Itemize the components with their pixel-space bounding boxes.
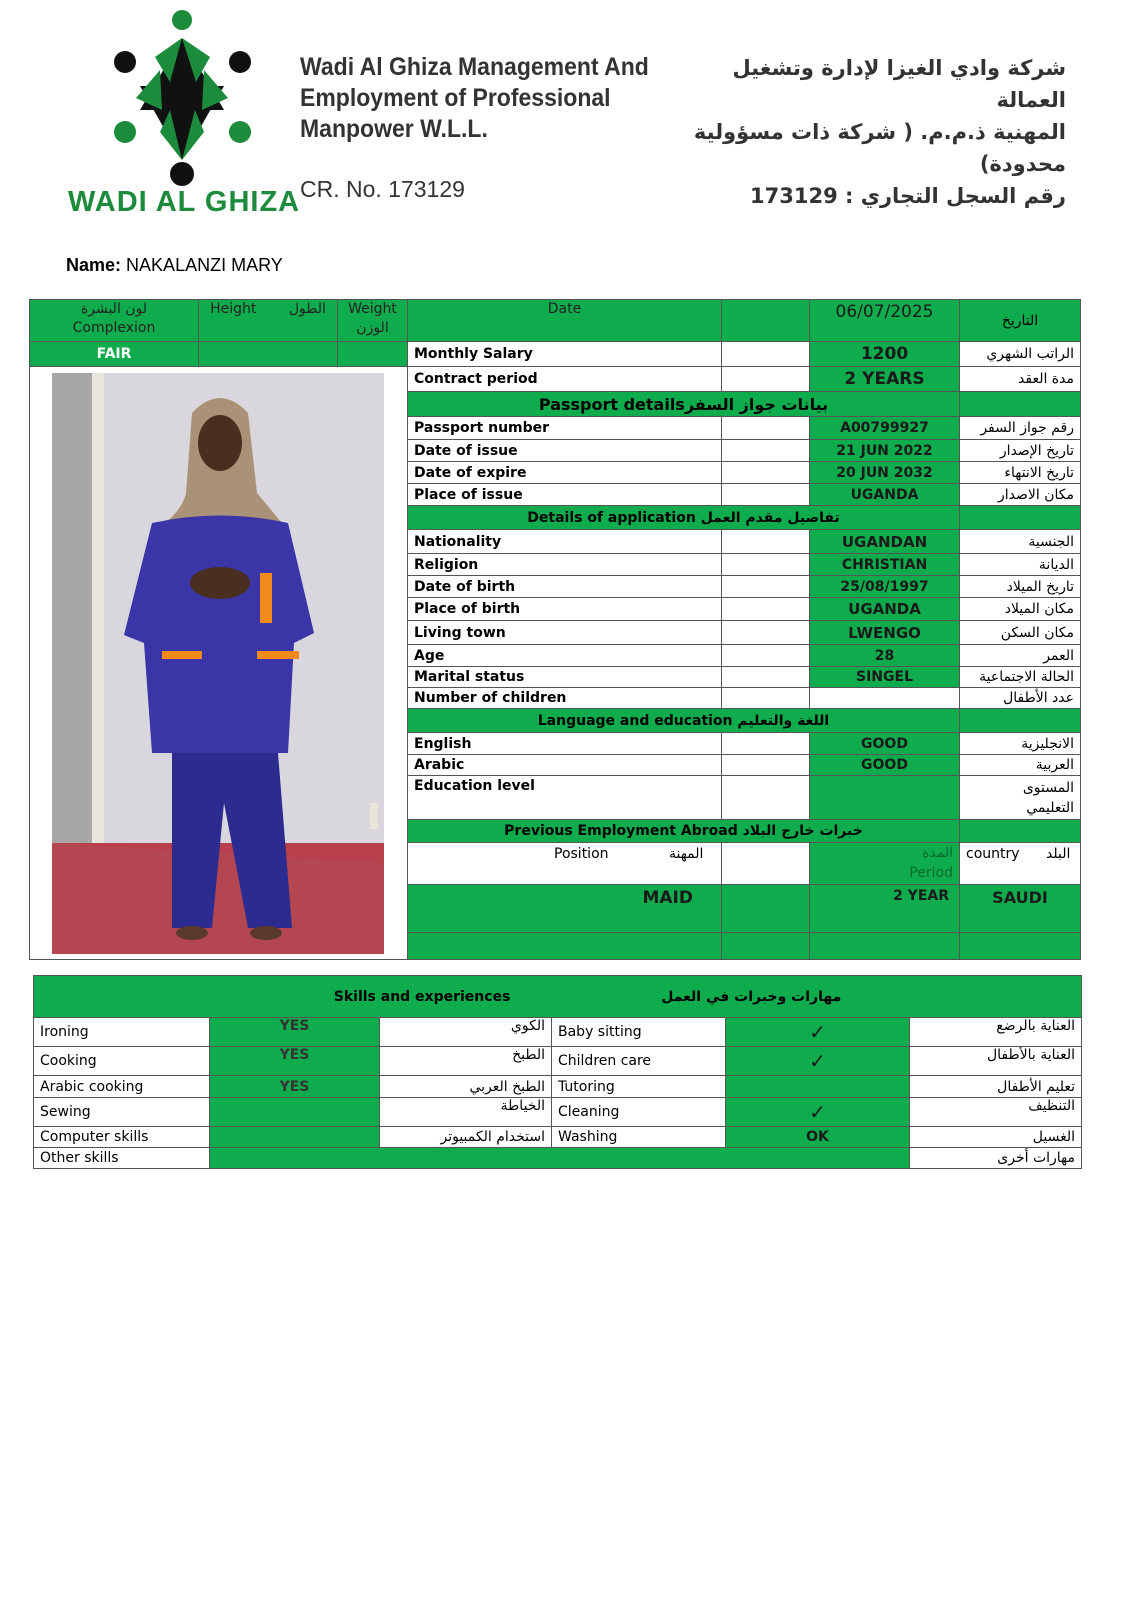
application-section-end bbox=[960, 506, 1081, 530]
issue-place-ar: مكان الاصدار bbox=[960, 484, 1081, 506]
issue-place-value: UGANDA bbox=[810, 484, 960, 506]
passport-number-label: Passport number bbox=[408, 417, 722, 440]
expire-date-ar: تاريخ الانتهاء bbox=[960, 462, 1081, 484]
date-value: 06/07/2025 bbox=[810, 300, 960, 342]
skill-sewing-ar: الخياطة bbox=[380, 1098, 552, 1127]
country-header bbox=[960, 843, 1081, 885]
cr-number-en: CR. No. 173129 bbox=[300, 176, 465, 202]
contract-ar: مدة العقد bbox=[960, 367, 1081, 392]
position-spacer bbox=[722, 843, 810, 885]
birth-place-value: UGANDA bbox=[810, 598, 960, 621]
skill-children-care-ar: العناية بالأطفال bbox=[910, 1047, 1082, 1076]
passport-section-title: Passport detailsبيانات جواز السفر bbox=[408, 392, 960, 417]
religion-label: Religion bbox=[408, 554, 722, 576]
company-name-line-3: Manpower W.L.L. bbox=[300, 115, 488, 143]
logo-wordmark: WADI AL GHIZA bbox=[68, 186, 301, 218]
education-spacer bbox=[722, 776, 810, 820]
skill-cooking-value: YES bbox=[210, 1047, 380, 1076]
company-name-ar bbox=[666, 52, 1066, 180]
cr-number-ar: رقم السجل التجاري : 173129 bbox=[750, 184, 1066, 208]
issue-date-spacer bbox=[722, 440, 810, 462]
marital-label: Marital status bbox=[408, 667, 722, 688]
skill-sewing: Sewing bbox=[34, 1098, 210, 1127]
skill-computer-ar: استخدام الكمبيوتر bbox=[380, 1127, 552, 1148]
skill-baby-sitting: Baby sitting bbox=[552, 1018, 726, 1047]
living-town-label: Living town bbox=[408, 621, 722, 645]
dob-spacer bbox=[722, 576, 810, 598]
country-ar: البلد bbox=[1046, 846, 1071, 862]
skill-cooking: Cooking bbox=[34, 1047, 210, 1076]
english-value: GOOD bbox=[810, 733, 960, 755]
salary-value: 1200 bbox=[810, 342, 960, 367]
weight-ar: الوزن bbox=[356, 320, 389, 336]
height-value bbox=[199, 342, 338, 367]
complexion-ar: لون البشرة bbox=[80, 301, 148, 317]
religion-ar: الديانة bbox=[960, 554, 1081, 576]
living-town-value: LWENGO bbox=[810, 621, 960, 645]
skill-washing-value: OK bbox=[726, 1127, 910, 1148]
contract-value: 2 YEARS bbox=[810, 367, 960, 392]
employment-empty-3 bbox=[810, 933, 960, 960]
arabic-ar: العربية bbox=[960, 755, 1081, 776]
skill-sewing-value bbox=[210, 1098, 380, 1127]
birth-place-spacer bbox=[722, 598, 810, 621]
employment-country: SAUDI bbox=[960, 885, 1081, 933]
living-town-ar: مكان السكن bbox=[960, 621, 1081, 645]
children-label: Number of children bbox=[408, 688, 722, 709]
height-header bbox=[199, 300, 338, 342]
skill-arabic-cooking-value: YES bbox=[210, 1076, 380, 1098]
skill-ironing-ar: الكوي bbox=[380, 1018, 552, 1047]
company-name-line-1: Wadi Al Ghiza Management And bbox=[300, 53, 649, 81]
age-spacer bbox=[722, 645, 810, 667]
age-ar: العمر bbox=[960, 645, 1081, 667]
skill-arabic-cooking: Arabic cooking bbox=[34, 1076, 210, 1098]
skills-title-ar: مهارات وخبرات في العمل bbox=[661, 988, 842, 1005]
birth-place-ar: مكان الميلاد bbox=[960, 598, 1081, 621]
application-section-title: Details of application تفاصيل مقدم العمل bbox=[408, 506, 960, 530]
contract-label: Contract period bbox=[408, 367, 722, 392]
language-section-end bbox=[960, 709, 1081, 733]
period-en: Period bbox=[909, 865, 953, 881]
weight-en: Weight bbox=[348, 301, 397, 317]
dob-ar: تاريخ الميلاد bbox=[960, 576, 1081, 598]
skill-baby-sitting-ar: العناية بالرضع bbox=[910, 1018, 1082, 1047]
period-header bbox=[810, 843, 960, 885]
children-ar: عدد الأطفال bbox=[960, 688, 1081, 709]
education-label: Education level bbox=[408, 776, 722, 820]
employment-empty-2 bbox=[722, 933, 810, 960]
religion-value: CHRISTIAN bbox=[810, 554, 960, 576]
nationality-ar: الجنسية bbox=[960, 530, 1081, 554]
living-town-spacer bbox=[722, 621, 810, 645]
date-spacer bbox=[722, 300, 810, 342]
company-name-en bbox=[300, 52, 649, 145]
company-name-line-2: Employment of Professional bbox=[300, 84, 611, 112]
height-en: Height bbox=[210, 301, 257, 317]
skill-children-care: Children care bbox=[552, 1047, 726, 1076]
skill-cleaning-ar: التنظيف bbox=[910, 1098, 1082, 1127]
issue-date-label: Date of issue bbox=[408, 440, 722, 462]
skill-washing-ar: الغسيل bbox=[910, 1127, 1082, 1148]
skill-ironing-value: YES bbox=[210, 1018, 380, 1047]
height-ar: الطول bbox=[288, 301, 326, 317]
passport-number-value: A00799927 bbox=[810, 417, 960, 440]
english-ar: الانجليزية bbox=[960, 733, 1081, 755]
company-logo bbox=[100, 10, 265, 190]
issue-place-spacer bbox=[722, 484, 810, 506]
company-name-ar-line-1: شركة وادي الغيزا لإدارة وتشغيل العمالة bbox=[732, 56, 1066, 112]
complexion-header bbox=[30, 300, 199, 342]
skill-arabic-cooking-ar: الطبخ العربي bbox=[380, 1076, 552, 1098]
skills-table bbox=[33, 975, 1082, 1169]
applicant-photo bbox=[52, 373, 384, 954]
education-ar: المستوى التعليمي bbox=[960, 776, 1081, 820]
employment-position: MAID bbox=[408, 885, 722, 933]
education-value bbox=[810, 776, 960, 820]
arabic-label: Arabic bbox=[408, 755, 722, 776]
dob-label: Date of birth bbox=[408, 576, 722, 598]
skill-tutoring-ar: تعليم الأطفال bbox=[910, 1076, 1082, 1098]
applicant-name bbox=[66, 255, 283, 276]
skill-other-value bbox=[210, 1148, 910, 1169]
skill-cleaning-value: ✓ bbox=[726, 1098, 910, 1127]
expire-date-spacer bbox=[722, 462, 810, 484]
language-section-title: Language and education اللغة والتعليم bbox=[408, 709, 960, 733]
salary-spacer bbox=[722, 342, 810, 367]
issue-place-label: Place of issue bbox=[408, 484, 722, 506]
english-label: English bbox=[408, 733, 722, 755]
skill-computer-value bbox=[210, 1127, 380, 1148]
weight-header bbox=[338, 300, 408, 342]
marital-value: SINGEL bbox=[810, 667, 960, 688]
date-label: Date bbox=[408, 300, 722, 342]
period-ar: المدة bbox=[922, 845, 953, 861]
nationality-value: UGANDAN bbox=[810, 530, 960, 554]
date-ar: التاريخ bbox=[960, 300, 1081, 342]
skills-header bbox=[34, 976, 1082, 1018]
dob-value: 25/08/1997 bbox=[810, 576, 960, 598]
children-spacer bbox=[722, 688, 810, 709]
expire-date-value: 20 JUN 2032 bbox=[810, 462, 960, 484]
skill-cooking-ar: الطبخ bbox=[380, 1047, 552, 1076]
skill-baby-sitting-value: ✓ bbox=[726, 1018, 910, 1047]
complexion-en: Complexion bbox=[72, 320, 156, 336]
english-spacer bbox=[722, 733, 810, 755]
nationality-spacer bbox=[722, 530, 810, 554]
skill-washing: Washing bbox=[552, 1127, 726, 1148]
age-label: Age bbox=[408, 645, 722, 667]
issue-date-value: 21 JUN 2022 bbox=[810, 440, 960, 462]
skill-children-care-value: ✓ bbox=[726, 1047, 910, 1076]
complexion-value: FAIR bbox=[30, 342, 199, 367]
name-value: NAKALANZI MARY bbox=[126, 255, 283, 275]
name-label: Name: bbox=[66, 255, 122, 275]
employment-empty-1 bbox=[408, 933, 722, 960]
skill-tutoring: Tutoring bbox=[552, 1076, 726, 1098]
employment-spacer bbox=[722, 885, 810, 933]
skill-cleaning: Cleaning bbox=[552, 1098, 726, 1127]
birth-place-label: Place of birth bbox=[408, 598, 722, 621]
position-en: Position bbox=[554, 846, 609, 862]
children-value bbox=[810, 688, 960, 709]
company-name-ar-line-2: المهنية ذ.م.م. ( شركة ذات مسؤولية bbox=[693, 120, 1066, 144]
position-header bbox=[408, 843, 722, 885]
passport-number-ar: رقم جواز السفر bbox=[960, 417, 1081, 440]
age-value: 28 bbox=[810, 645, 960, 667]
nationality-label: Nationality bbox=[408, 530, 722, 554]
issue-date-ar: تاريخ الإصدار bbox=[960, 440, 1081, 462]
salary-ar: الراتب الشهري bbox=[960, 342, 1081, 367]
skill-other-ar: مهارات أخرى bbox=[910, 1148, 1082, 1169]
skills-title-en: Skills and experiences bbox=[333, 988, 511, 1005]
arabic-value: GOOD bbox=[810, 755, 960, 776]
skill-computer: Computer skills bbox=[34, 1127, 210, 1148]
marital-ar: الحالة الاجتماعية bbox=[960, 667, 1081, 688]
arabic-spacer bbox=[722, 755, 810, 776]
expire-date-label: Date of expire bbox=[408, 462, 722, 484]
employment-section-end bbox=[960, 820, 1081, 843]
employment-period: 2 YEAR bbox=[810, 885, 960, 933]
salary-label: Monthly Salary bbox=[408, 342, 722, 367]
religion-spacer bbox=[722, 554, 810, 576]
employment-section-title: Previous Employment Abroad خبرات خارج البلاد bbox=[408, 820, 960, 843]
passport-number-spacer bbox=[722, 417, 810, 440]
passport-section-end bbox=[960, 392, 1081, 417]
employment-empty-4 bbox=[960, 933, 1081, 960]
skill-other: Other skills bbox=[34, 1148, 210, 1169]
weight-value bbox=[338, 342, 408, 367]
skill-tutoring-value bbox=[726, 1076, 910, 1098]
contract-spacer bbox=[722, 367, 810, 392]
marital-spacer bbox=[722, 667, 810, 688]
skill-ironing: Ironing bbox=[34, 1018, 210, 1047]
company-name-ar-line-3: محدودة) bbox=[979, 152, 1066, 176]
country-en: country bbox=[966, 846, 1020, 862]
position-ar: المهنة bbox=[668, 846, 704, 862]
